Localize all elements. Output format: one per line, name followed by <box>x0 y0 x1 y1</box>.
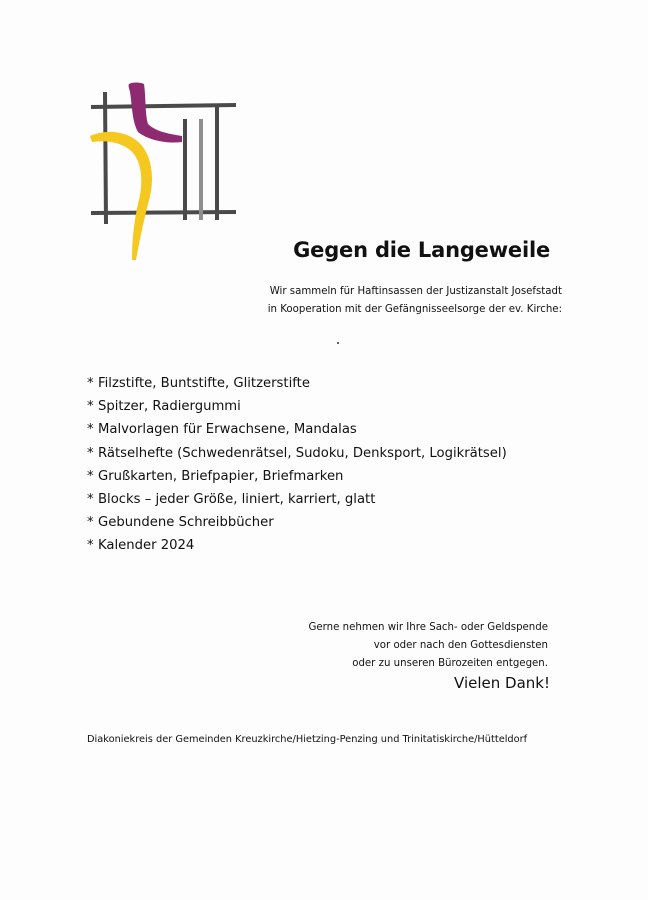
intro-text <box>268 283 562 319</box>
bullet-star: * <box>87 445 94 461</box>
donation-line-2: vor oder nach den Gottesdiensten <box>373 640 548 651</box>
donation-items-list <box>87 372 507 558</box>
intro-line-2: in Kooperation mit der Gefängnisseelsorge der ev. Kirche: <box>267 304 562 315</box>
logo-bar-top <box>91 105 236 107</box>
bullet-star: * <box>87 399 94 415</box>
logo-bar-bottom <box>91 212 236 213</box>
bullet-star: * <box>87 538 94 554</box>
list-item: * Malvorlagen für Erwachsene, Mandalas <box>87 418 507 441</box>
intro-line-1: Wir sammeln für Haftinsassen der Justizanstalt Josefstadt <box>269 286 562 297</box>
logo-purple-stroke <box>129 83 182 143</box>
page-title: Gegen die Langeweile <box>293 238 550 262</box>
list-item: * Spitzer, Radiergummi <box>87 395 507 418</box>
prison-cross-logo <box>86 74 238 264</box>
bullet-star: * <box>87 515 94 531</box>
list-item: * Grußkarten, Briefpapier, Briefmarken <box>87 465 507 488</box>
bullet-star: * <box>87 422 94 438</box>
footer-organization: Diakoniekreis der Gemeinden Kreuzkirche/Hietzing-Penzing und Trinitatiskirche/Hütteldorf <box>87 734 528 745</box>
list-item: * Filzstifte, Buntstifte, Glitzerstifte <box>87 372 507 395</box>
donation-line-3: oder zu unseren Bürozeiten entgegen. <box>352 658 548 669</box>
donation-info <box>309 619 549 673</box>
list-item: * Kalender 2024 <box>87 534 507 557</box>
bullet-star: * <box>87 468 94 484</box>
list-item: * Blocks – jeder Größe, liniert, karriert, glatt <box>87 488 507 511</box>
stray-dot <box>337 342 339 344</box>
logo-yellow-stroke <box>90 132 152 260</box>
bullet-star: * <box>87 492 94 508</box>
thanks-text: Vielen Dank! <box>454 674 550 692</box>
logo-bar-v1 <box>105 92 106 224</box>
list-item: * Rätselhefte (Schwedenrätsel, Sudoku, Denksport, Logikrätsel) <box>87 442 507 465</box>
list-item: * Gebundene Schreibbücher <box>87 511 507 534</box>
donation-line-1: Gerne nehmen wir Ihre Sach- oder Geldspende <box>308 622 548 633</box>
bullet-star: * <box>87 376 94 391</box>
